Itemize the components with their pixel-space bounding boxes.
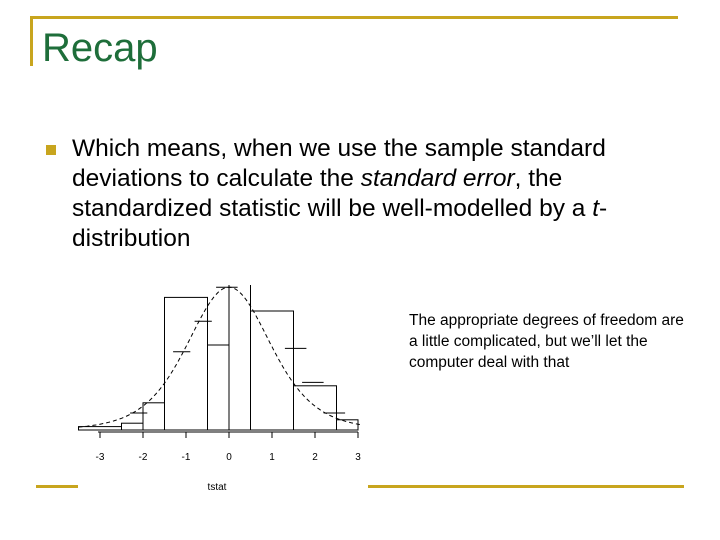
bullet-text-italic2: t: [592, 195, 599, 222]
bullet-text-part1: Which means, when we use the sample standard deviations to calculate the: [72, 135, 606, 192]
histogram-bar: [122, 423, 144, 430]
histogram-bar: [79, 427, 122, 430]
x-tick-label: -2: [138, 452, 148, 463]
left-rule: [30, 16, 33, 66]
x-tick-label: -3: [95, 452, 105, 463]
bottom-rule-right: [368, 485, 684, 488]
histogram-bar: [143, 403, 165, 430]
slide-title: Recap: [42, 26, 158, 70]
x-tick-label: 1: [269, 452, 275, 463]
t-distribution-histogram: [70, 285, 370, 495]
bullet-text-part2: , the standardized statistic will be well-modelled by a: [72, 165, 593, 222]
expected-level-marks: [130, 287, 345, 413]
histogram-bar: [208, 345, 230, 430]
top-rule: [30, 16, 678, 19]
density-curve: [79, 287, 361, 427]
histogram-bar: [294, 386, 337, 430]
histogram-bar: [229, 285, 251, 430]
histogram-bar: [337, 420, 359, 430]
x-tick-label: 2: [312, 452, 318, 463]
bullet-text: [72, 134, 682, 254]
bullet-square-icon: [46, 145, 56, 155]
x-tick-label: 3: [355, 452, 361, 463]
x-axis-label: tstat: [207, 482, 227, 493]
x-tick-label: 0: [226, 452, 232, 463]
x-axis-ticks: [96, 432, 362, 463]
note-text: The appropriate degrees of freedom are a little complicated, but we’ll let the computer deal with that: [409, 312, 684, 371]
bottom-rule-left: [36, 485, 78, 488]
histogram-bar: [251, 311, 294, 430]
x-tick-label: -1: [181, 452, 191, 463]
bullet-text-part3: -distribution: [72, 195, 608, 252]
histogram-bars: [79, 285, 359, 430]
bullet-text-italic1: standard error: [360, 165, 515, 192]
